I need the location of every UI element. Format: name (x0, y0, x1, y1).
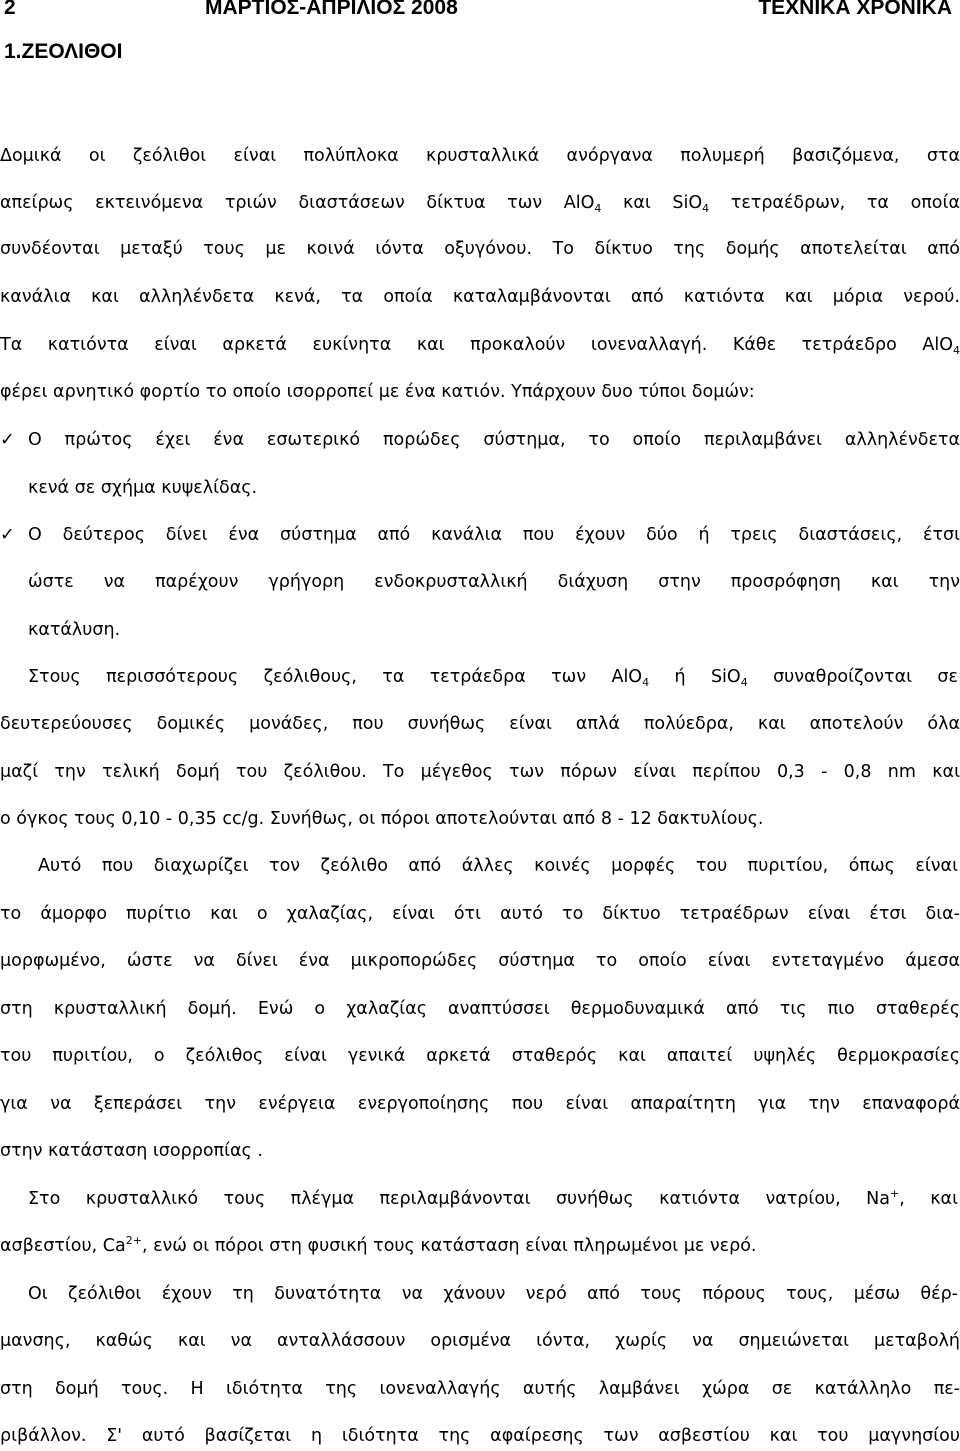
bullet-item: ✓ Ο δεύτερος δίνει ένα σύστημα από κανάλια που έχουν δύο ή τρεις διαστάσεις, έτσι (0, 525, 960, 545)
bullet-continuation: κενά σε σχήμα κυψελίδας. (28, 478, 258, 498)
paragraph-line: Τα κατιόντα είναι αρκετά ευκίνητα και προκαλούν ιονεναλλαγή. Κάθε τετράεδρο AlO$_4$ (0, 335, 960, 357)
issue-date: ΜΑΡΤΙΟΣ-ΑΠΡΙΛΙΟΣ 2008 (205, 0, 458, 19)
paragraph-line: μορφωμένο, ώστε να δίνει ένα μικροπορώδες σύστημα το οποίο είναι εντεταγμένο άμεσα (0, 951, 960, 971)
paragraph-line: στην κατάσταση ισορροπίας . (0, 1141, 263, 1161)
paragraph-line: Στο κρυσταλλικό τους πλέγμα περιλαμβάνονται συνήθως κατιόντα νατρίου, Na+, και (28, 1187, 958, 1209)
check-icon: ✓ (0, 430, 15, 450)
paragraph-line: απείρως εκτεινόμενα τριών διαστάσεων δίκτυα των AlO$_4$ και SiO$_4$ τετραέδρων, τα οποία (0, 193, 960, 215)
page-number: 2 (4, 0, 16, 19)
paragraph-line: κανάλια και αλληλένδετα κενά, τα οποία καταλαμβάνονται από κατιόντα και μόρια νερού. (0, 287, 960, 307)
paragraph-line: δευτερεύουσες δομικές μονάδες, που συνήθως είναι απλά πολύεδρα, και αποτελούν όλα (0, 714, 960, 734)
paragraph-line: Αυτό που διαχωρίζει τον ζεόλιθο από άλλες κοινές μορφές του πυριτίου, όπως είναι (38, 856, 958, 876)
paragraph-line: μανσης, καθώς και να ανταλλάσσουν ορισμένα ιόντα, χωρίς να σημειώνεται μεταβολή (0, 1331, 960, 1351)
page-header (0, 0, 960, 28)
paragraph-line: στη δομή τους. Η ιδιότητα της ιονεναλλαγής αυτής λαμβάνει χώρα σε κατάλληλο πε- (0, 1379, 960, 1399)
paragraph-line: το άμορφο πυρίτιο και ο χαλαζίας, είναι ότι αυτό το δίκτυο τετραέδρων είναι έτσι δια- (0, 904, 960, 924)
paragraph-line: ο όγκος τους 0,10 - 0,35 cc/g. Συνήθως, οι πόροι αποτελούνται από 8 - 12 δακτυλίους. (0, 809, 764, 829)
paragraph-line: για να ξεπεράσει την ενέργεια ενεργοποίησης που είναι απαραίτητη για την επαναφορά (0, 1094, 960, 1114)
paragraph-line: συνδέονται μεταξύ τους με κοινά ιόντα οξυγόνου. Το δίκτυο της δομής αποτελείται από (0, 239, 960, 259)
paragraph-line: ριβάλλον. Σ' αυτό βασίζεται η ιδιότητα της αφαίρεσης των ασβεστίου και του μαγνησίου (0, 1426, 960, 1446)
check-icon: ✓ (0, 525, 15, 545)
journal-name: ΤΕΧΝΙΚΑ ΧΡΟΝΙΚΑ (758, 0, 952, 19)
paragraph-line: στη κρυσταλλική δομή. Ενώ ο χαλαζίας αναπτύσσει θερμοδυναμικά από τις πιο σταθερές (0, 999, 960, 1019)
bullet-item: ✓ Ο πρώτος έχει ένα εσωτερικό πορώδες σύστημα, το οποίο περιλαμβάνει αλληλένδετα (0, 430, 960, 450)
paragraph-line: μαζί την τελική δομή του ζεόλιθου. Το μέγεθος των πόρων είναι περίπου 0,3 - 0,8 nm και (0, 762, 960, 782)
paragraph-line: ασβεστίου, $Ca^{2+}$, ενώ οι πόροι στη φυσική τους κατάσταση είναι πληρωμένοι με νερό. (0, 1234, 757, 1256)
paragraph-line: Δομικά οι ζεόλιθοι είναι πολύπλοκα κρυσταλλικά ανόργανα πολυμερή βασιζόμενα, στα (0, 146, 960, 166)
paragraph-line: φέρει αρνητικό φορτίο το οποίο ισορροπεί με ένα κατιόν. Υπάρχουν δυο τύποι δομών: (0, 382, 755, 402)
paragraph-line: Στους περισσότερους ζεόλιθους, τα τετράεδρα των AlO$_4$ ή SiO$_4$ συναθροίζονται σε (28, 667, 958, 689)
bullet-continuation: ώστε να παρέχουν γρήγορη ενδοκρυσταλλική διάχυση στην προσρόφηση και την (28, 572, 960, 592)
paragraph-line: του πυριτίου, ο ζεόλιθος είναι γενικά αρκετά σταθερός και απαιτεί υψηλές θερμοκρασίες (0, 1046, 960, 1066)
section-title: 1.ΖΕΟΛΙΘΟΙ (4, 40, 123, 63)
bullet-continuation: κατάλυση. (28, 620, 121, 640)
paragraph-line: Οι ζεόλιθοι έχουν τη δυνατότητα να χάνουν νερό από τους πόρους τους, μέσω θέρ- (28, 1284, 958, 1304)
